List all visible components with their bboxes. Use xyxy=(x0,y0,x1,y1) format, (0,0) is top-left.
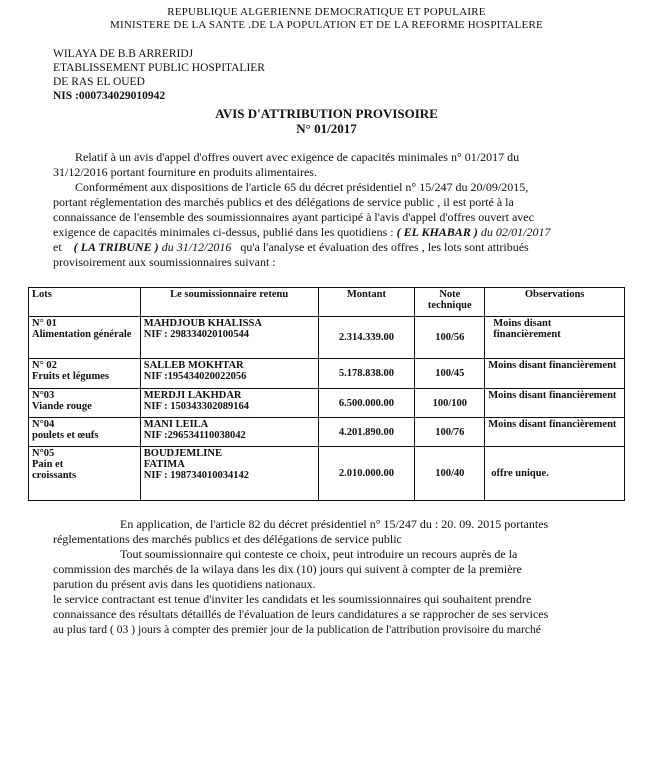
header-republic: REPUBLIQUE ALGERIENNE DEMOCRATIQUE ET POPULAIRE xyxy=(167,6,486,18)
col-observations: Observations xyxy=(485,288,625,317)
closing-line-3: Tout soumissionnaire qui conteste ce choix, peut introduire un recours auprès de la xyxy=(120,547,518,561)
lot-number: N° 01 xyxy=(32,318,57,329)
col-montant: Montant xyxy=(318,288,415,317)
supplier-nif: NIF :195434020022056 xyxy=(143,371,247,382)
issuer-establishment: ETABLISSEMENT PUBLIC HOSPITALIER xyxy=(53,62,265,74)
closing-line-5: parution du présent avis dans les quotidiens nationaux. xyxy=(53,577,316,591)
closing-line-7: connaissance des résultats détaillés de l'évaluation de leurs candidatures a se rapprocher de ses services xyxy=(53,607,549,621)
intro-line-7 xyxy=(53,240,529,255)
table-row xyxy=(29,317,625,359)
lot-cell xyxy=(29,359,141,389)
observation-cell: Moins disant financièrement xyxy=(485,389,625,418)
lot-cell xyxy=(29,317,141,359)
lot-name: Pain et croissants xyxy=(32,459,77,481)
lot-cell xyxy=(29,418,141,447)
supplier-cell xyxy=(140,418,318,447)
table-header-row xyxy=(29,288,625,317)
observation-cell: offre unique. xyxy=(485,447,625,501)
newspaper-la-tribune: ( LA TRIBUNE ) xyxy=(73,240,159,254)
supplier-name: SALLEB MOKHTAR xyxy=(143,360,244,371)
attribution-table xyxy=(28,287,625,501)
supplier-name: MERDJI LAKHDAR xyxy=(143,390,242,401)
issuer-wilaya: WILAYA DE B.B ARRERIDJ xyxy=(53,48,194,60)
supplier-nif: NIF : 298334020100544 xyxy=(143,329,249,340)
intro-line-6-text: exigence de capacités minimales ci-dessus, publié dans les quotidiens : xyxy=(53,225,394,239)
supplier-nif: NIF : 150343302089164 xyxy=(143,401,249,412)
table-row xyxy=(29,418,625,447)
col-soumissionnaire: Le soumissionnaire retenu xyxy=(140,288,318,317)
table-row xyxy=(29,359,625,389)
lot-number: N°03 xyxy=(32,390,55,401)
note-cell: 100/45 xyxy=(415,359,485,389)
supplier-nif: NIF :296534110038042 xyxy=(143,430,246,441)
intro-line-2: 31/12/2016 portant fourniture en produits alimentaires. xyxy=(53,165,317,179)
amount-cell: 5.178.838.00 xyxy=(318,359,415,389)
intro-line-8: provisoirement aux soumissionnaires suivant : xyxy=(53,255,276,269)
note-cell: 100/76 xyxy=(415,418,485,447)
supplier-cell xyxy=(140,317,318,359)
supplier-name: MAHDJOUB KHALISSA xyxy=(143,318,262,329)
intro-line-4: portant réglementation des marchés publics et des délégations de service public , il est porté à la xyxy=(53,195,514,209)
issuer-place: DE RAS EL OUED xyxy=(53,76,145,88)
supplier-cell xyxy=(140,447,318,501)
observation-cell: Moins disant financièrement xyxy=(485,359,625,389)
intro-line-6 xyxy=(53,225,550,240)
supplier-nif: NIF : 198734010034142 xyxy=(143,470,249,481)
la-tribune-date: du 31/12/2016 xyxy=(161,240,232,254)
table-row xyxy=(29,389,625,418)
supplier-name: MANI LEILA xyxy=(143,419,209,430)
issuer-nis: NIS :000734029010942 xyxy=(53,90,166,102)
intro-line-1: Relatif à un avis d'appel d'offres ouvert avec exigence de capacités minimales n° 01/2017 du xyxy=(75,150,520,164)
closing-line-1: En application, de l'article 82 du décret présidentiel n° 15/247 du : 20. 09. 2015 portantes xyxy=(120,517,549,531)
amount-cell: 2.314.339.00 xyxy=(318,317,415,359)
closing-line-8: au plus tard ( 03 ) jours à compter des premier jour de la publication de l'attribution provisoire du marché xyxy=(53,623,541,636)
amount-cell: 2.010.000.00 xyxy=(318,447,415,501)
note-cell: 100/100 xyxy=(415,389,485,418)
intro-line-5: connaissance de l'ensemble des soumissionnaires ayant participé à l'avis d'appel d'offres ouvert avec xyxy=(53,210,534,224)
observation-cell: Moins disant financièrement xyxy=(485,317,625,359)
intro-line-3: Conformément aux dispositions de l'article 65 du décret présidentiel n° 15/247 du 20/09/2015, xyxy=(75,180,529,194)
col-note: Note technique xyxy=(415,288,485,317)
el-khabar-date: du 02/01/2017 xyxy=(480,225,551,239)
supplier-cell xyxy=(140,359,318,389)
lot-name: Fruits et légumes xyxy=(32,371,109,382)
lot-name: Viande rouge xyxy=(32,401,92,412)
intro-et: et xyxy=(53,240,62,254)
table-row xyxy=(29,447,625,501)
note-cell: 100/56 xyxy=(415,317,485,359)
notice-title: AVIS D'ATTRIBUTION PROVISOIRE xyxy=(215,106,438,121)
lot-name: poulets et œufs xyxy=(32,430,99,441)
lot-name: Alimentation générale xyxy=(32,329,132,340)
intro-line-7-text: qu'a l'analyse et évaluation des offres , les lots sont attribués xyxy=(240,240,529,254)
lot-cell xyxy=(29,389,141,418)
lot-number: N°05 xyxy=(32,448,55,459)
observation-cell: Moins disant financièrement xyxy=(485,418,625,447)
col-lots: Lots xyxy=(29,288,141,317)
lot-cell xyxy=(29,447,141,501)
notice-number: N° 01/2017 xyxy=(296,121,357,136)
closing-line-2: réglementations des marchés publics et des délégations de service public xyxy=(53,532,402,546)
amount-cell: 6.500.000.00 xyxy=(318,389,415,418)
lot-number: N° 02 xyxy=(32,360,57,371)
closing-line-4: commission des marchés de la wilaya dans les dix (10) jours qui suivent à compter de la première xyxy=(53,562,522,576)
header-ministry: MINISTERE DE LA SANTE .DE LA POPULATION ET DE LA REFORME HOSPITALERE xyxy=(110,19,543,31)
lot-number: N°04 xyxy=(32,419,55,430)
supplier-name: BOUDJEMLINE FATIMA xyxy=(143,448,222,470)
note-cell: 100/40 xyxy=(415,447,485,501)
newspaper-el-khabar: ( EL KHABAR ) xyxy=(396,225,478,239)
supplier-cell xyxy=(140,389,318,418)
closing-line-6: le service contractant est tenue d'inviter les candidats et les soumissionnaires qui souhaitent prendre xyxy=(53,592,532,606)
amount-cell: 4.201.890.00 xyxy=(318,418,415,447)
